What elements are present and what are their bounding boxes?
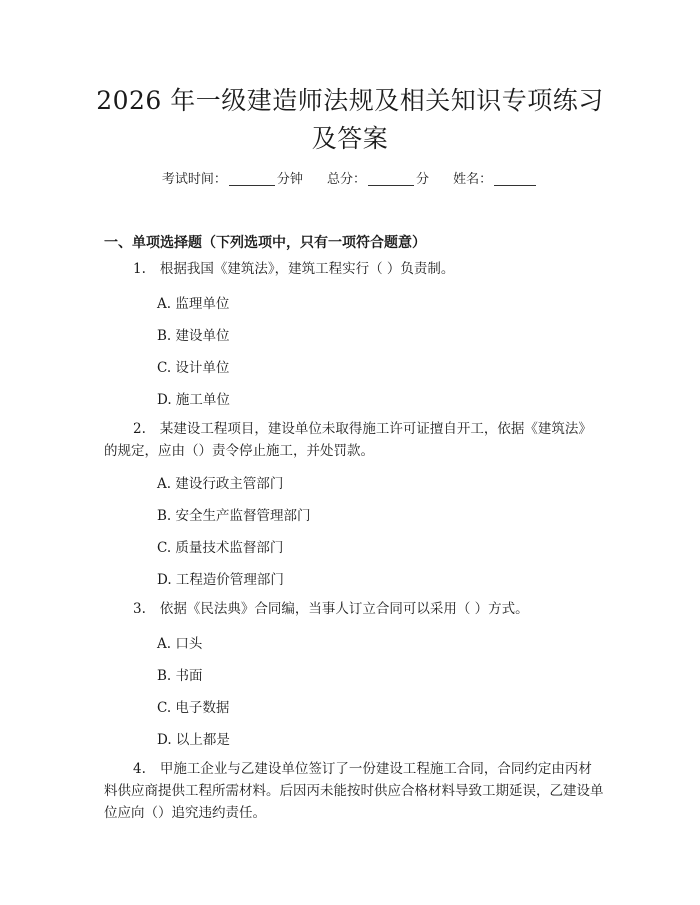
question-number: 2. [133, 421, 146, 437]
question-2 [104, 418, 604, 462]
question-text: 依据《民法典》合同编，当事人订立合同可以采用（ ）方式。 [159, 601, 529, 617]
section-heading: 一、单项选择题（下列选项中，只有一项符合题意） [104, 235, 426, 251]
option-q1-a: A. 监理单位 [157, 296, 230, 312]
option-q2-c: C. 质量技术监督部门 [157, 540, 284, 556]
exam-info-line [0, 168, 700, 187]
total-score-field [327, 172, 429, 187]
exam-time-unit: 分钟 [276, 172, 303, 187]
name-blank [494, 171, 536, 186]
exam-time-blank [229, 171, 275, 186]
option-q1-b: B. 建设单位 [157, 328, 230, 344]
total-score-label: 总分： [326, 172, 366, 187]
exam-time-label: 考试时间： [161, 172, 227, 187]
question-3 [133, 598, 529, 620]
option-q3-a: A. 口头 [157, 636, 203, 652]
question-4 [104, 758, 604, 824]
option-q3-c: C. 电子数据 [157, 700, 230, 716]
question-1 [133, 258, 454, 280]
total-score-unit: 分 [416, 172, 430, 187]
option-q2-d: D. 工程造价管理部门 [157, 572, 284, 588]
title-line-1: 2026 年一级建造师法规及相关知识专项练习 [96, 86, 604, 115]
question-number: 1. [133, 261, 146, 277]
option-q3-d: D. 以上都是 [157, 732, 230, 748]
exam-time-field [162, 172, 303, 187]
question-text: 根据我国《建筑法》，建筑工程实行（ ）负责制。 [159, 261, 455, 277]
title-line-2: 及答案 [311, 124, 389, 153]
option-q2-b: B. 安全生产监督管理部门 [157, 508, 311, 524]
name-label: 姓名： [453, 172, 493, 187]
question-number: 3. [133, 601, 146, 617]
option-q1-d: D. 施工单位 [157, 392, 230, 408]
question-text: 某建设工程项目，建设单位未取得施工许可证擅自开工，依据《建筑法》的规定，应由（）责令停止施工，并处罚款。 [104, 421, 592, 459]
option-q1-c: C. 设计单位 [157, 360, 230, 376]
question-text: 甲施工企业与乙建设单位签订了一份建设工程施工合同，合同约定由丙材料供应商提供工程所需材料。后因丙未能按时供应合格材料导致工期延误，乙建设单位应向（）追究违约责任。 [104, 761, 604, 821]
exam-title [60, 82, 640, 158]
total-score-blank [368, 171, 414, 186]
option-q3-b: B. 书面 [157, 668, 203, 684]
name-field [453, 172, 538, 187]
question-number: 4. [133, 761, 146, 777]
option-q2-a: A. 建设行政主管部门 [157, 476, 284, 492]
